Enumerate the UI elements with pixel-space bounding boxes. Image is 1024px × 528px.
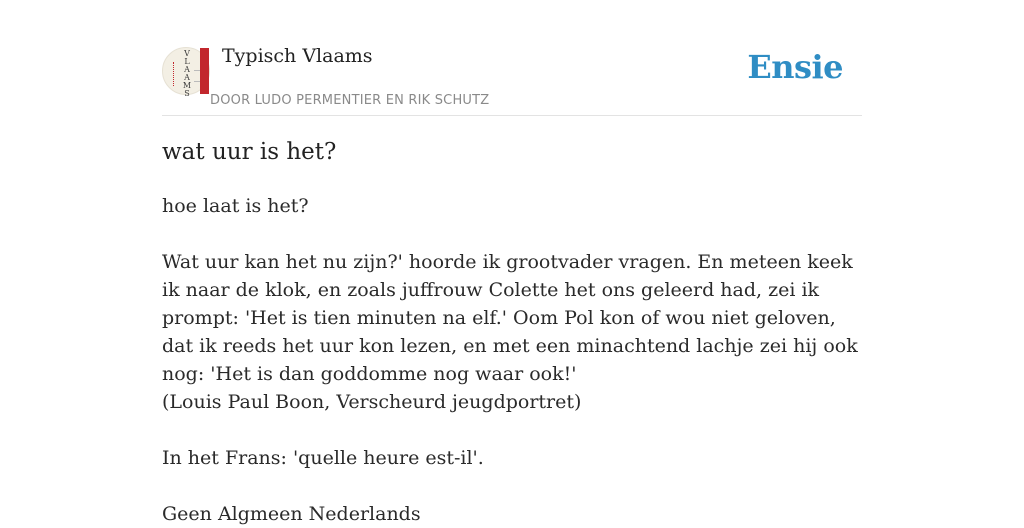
entry-paragraph: Wat uur kan het nu zijn?' hoorde ik grootvader vragen. En meteen keek ik naar de klok, en zoals juffrouw Colette het ons geleerd had, zei ik prompt: 'Het is tien minuten na elf.' Oom Pol kon of wou niet geloven, dat ik reeds het uur kon lezen, en met een minachtend lachje zei hij ook nog: 'Het is dan goddomme nog waar ook!': [162, 251, 858, 385]
book-header: [162, 0, 862, 116]
book-authors: DOOR LUDO PERMENTIER EN RIK SCHUTZ: [210, 93, 490, 108]
entry-paragraph: hoe laat is het?: [162, 195, 309, 217]
entry-paragraph: Geen Algmeen Nederlands: [162, 503, 421, 525]
entry-title: wat uur is het?: [162, 139, 337, 165]
content-container: [162, 0, 862, 525]
entry-body: [162, 192, 862, 528]
entry-paragraph: In het Frans: 'quelle heure est-il'.: [162, 447, 484, 469]
cover-lines: [194, 70, 200, 82]
book-title-link[interactable]: Typisch Vlaams: [222, 45, 373, 67]
cover-spine-text: V L A A M S: [182, 49, 192, 98]
entry-citation: (Louis Paul Boon, Verscheurd jeugdportret): [162, 391, 582, 413]
cover-dotted-line: [173, 62, 177, 86]
book-cover-image[interactable]: [162, 47, 210, 98]
cover-red-band: [200, 48, 209, 94]
ensie-logo-link[interactable]: Ensie: [747, 48, 843, 86]
